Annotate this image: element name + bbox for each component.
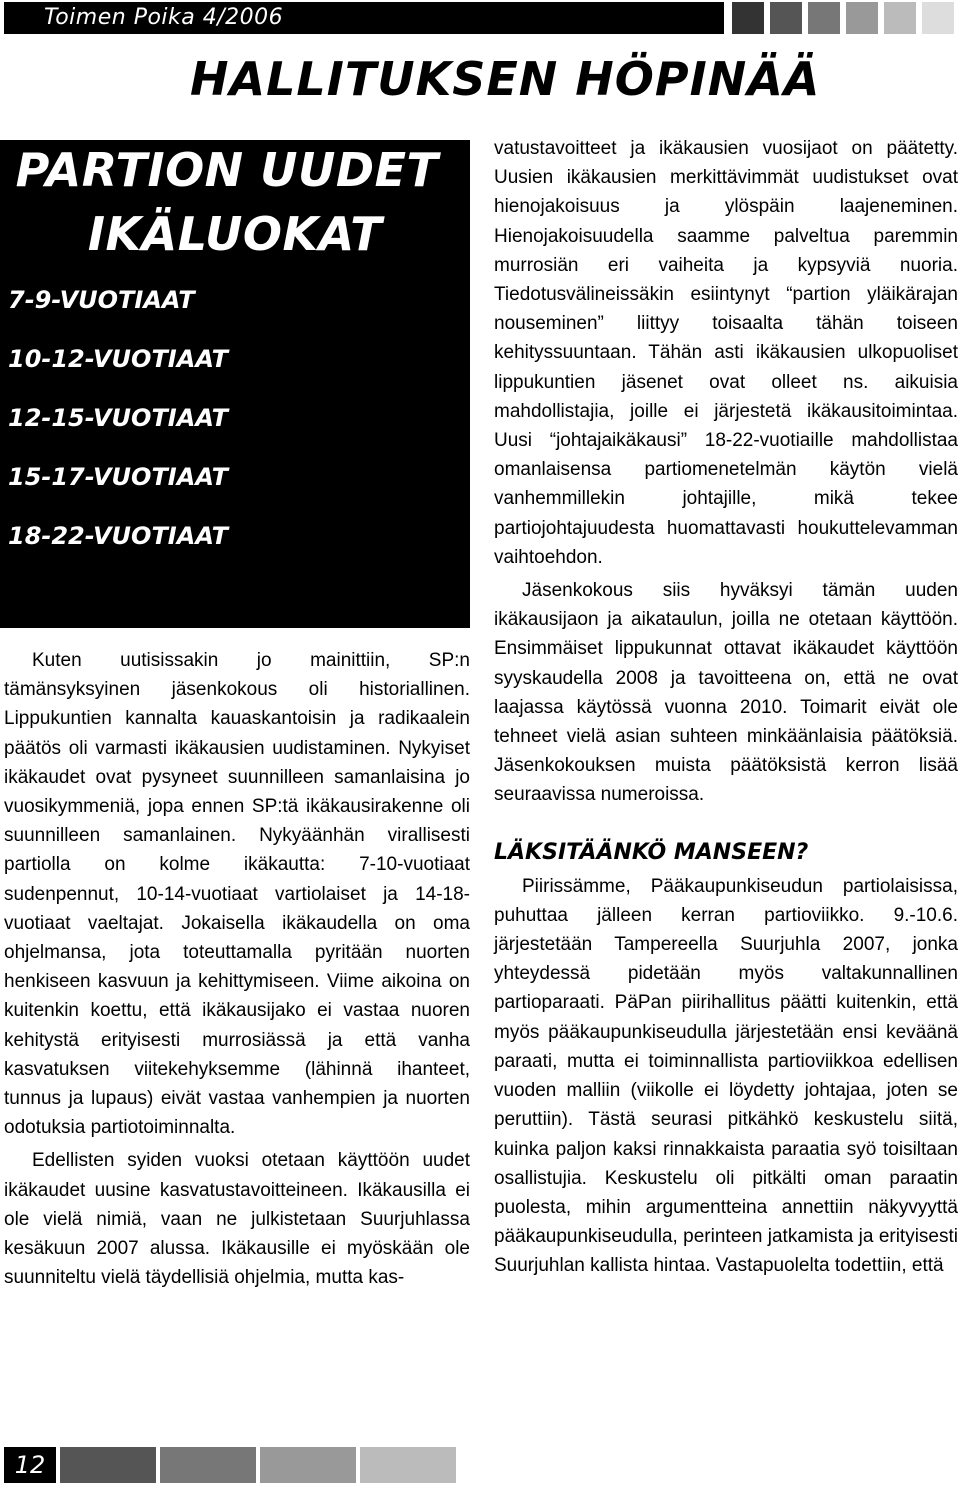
page-number: 12	[4, 1447, 56, 1483]
footer-bar	[4, 1447, 456, 1483]
header-bar	[4, 2, 724, 34]
publication-title: Toimen Poika 4/2006	[44, 5, 284, 30]
left-column	[4, 646, 470, 1292]
box-title-line2: IKÄLUOKAT	[87, 207, 383, 261]
decorative-square	[260, 1447, 356, 1483]
page-headline: HALLITUKSEN HÖPINÄÄ	[190, 52, 821, 106]
paragraph: Jäsenkokous siis hyväksyi tämän uuden ikäkausijaon ja aikataulun, joilla ne otetaan käyttöön. Ensimmäiset lippukunnat ottavat ikäkaudet käyttöön syyskaudella 2008 ja tavoitteena on, että ne ovat laajassa käytössä vuonna 2010. Toimarit eivät ole tehneet vielä asian suhteen minkäänlaisia päätöksiä. Jäsenkokouksen muista päätöksistä kerron lisää seuraavissa numeroissa.	[494, 580, 958, 806]
decorative-square	[922, 2, 954, 34]
age-group-list	[8, 285, 228, 580]
right-column	[494, 134, 958, 1281]
list-item: 15-17-VUOTIAAT	[8, 463, 228, 491]
list-item: 10-12-VUOTIAAT	[8, 345, 228, 373]
section-heading: LÄKSITÄÄNKÖ MANSEEN?	[494, 839, 809, 865]
decorative-square	[884, 2, 916, 34]
paragraph: vatustavoitteet ja ikäkausien vuosijaot on päätetty. Uusien ikäkausien merkittävimmät uudistukset ovat hienojakoisuus ja ylöspäin laajeneminen. Hienojakoisuudella saamme palveltua paremmin murrosiän eri vaiheita ja kypsyviä nuoria. Tiedotusvälineissäkin esiintynyt “partion yläikärajan nouseminen” liittyy toisaalta tähän toiseen kehityssuuntaan. Tähän asti ikäkausien ulkopuoliset lippukuntien jäsenet ovat olleet ns. aikuisia mahdollistajia, joille ei järjestetä ikäkausitoimintaa. Uusi “johtajaikäkausi” 18-22-vuotiaille mahdollistaa omanlaisensa partiomenetelmän käytön vielä vanhemmillekin johtajille, mikä tekee partiojohtajuudesta huomattavasti houkuttelevamman vaihtoehdon.	[494, 138, 958, 568]
list-item: 7-9-VUOTIAAT	[8, 286, 195, 314]
decorative-square	[770, 2, 802, 34]
decorative-square	[808, 2, 840, 34]
paragraph: Piirissämme, Pääkaupunkiseudun partiolaisissa, puhuttaa jälleen kerran partioviikko. 9.-10.6. järjestetään Tampereella Suurjuhla 2007, jonka yhteydessä pidetään myös valtakunnallinen partioparaati. PäPan piirihallitus päätti kuitenkin, että myös pääkaupunkiseudulla järjestetään ensi keväänä paraati, mutta ei toiminnallista partioviikkoa edellisen vuoden malliin (viikolle ei löydetty johtajaa, joten se peruttiin). Tästä seurasi pitkähkö keskustelu siitä, kuinka paljon kaksi rinnakkaista paraatia syö toisiltaan osallistujia. Keskustelu oli pitkälti oman paraatin puolesta, mihin argumentteina annettiin näkyvyyttä pääkaupunkiseudulla, perinteen jatkamista ja erityisesti Suurjuhlan kallista hintaa. Vastapuolelta todettiin, että	[494, 875, 958, 1277]
list-item: 18-22-VUOTIAAT	[8, 522, 228, 550]
decorative-square	[732, 2, 764, 34]
paragraph: Kuten uutisissakin jo mainittiin, SP:n tämänsyksyinen jäsenkokous oli historiallinen. Lippukuntien kannalta kauaskantoisin ja radikaalein päätös oli varmasti ikäkausien uudistaminen. Nykyiset ikäkaudet ovat pysyneet suunnilleen samanlaisina jo vuosikymmeniä, jopa ennen SP:tä ikäkausirakenne oli suunnilleen samanlainen. Nykyäänhän virallisesti partiolla on kolme ikäkautta: 7-10-vuotiaat sudenpennut, 10-14-vuotiaat vartiolaiset ja 14-18-vuotiaat vaeltajat. Jokaisella ikäkaudella on oma ohjelmansa, jota toteuttamalla pyritään nuorten henkiseen kasvuun ja kehittymiseen. Viime aikoina on kuitenkin koettu, että ikäkausijako ei vastaa nuoren kehitystä erityisesti murrosiässä ja että vanha kasvatuksen viitekehyksemme (lähinnä ihanteet, tunnus ja lupaus) eivät vastaa vanhempien ja nuorten odotuksia partiotoiminnalta.	[4, 650, 470, 1139]
decorative-square	[60, 1447, 156, 1483]
box-title-line1: PARTION UUDET	[15, 143, 439, 197]
decorative-square	[160, 1447, 256, 1483]
list-item: 12-15-VUOTIAAT	[8, 404, 228, 432]
decorative-square	[360, 1447, 456, 1483]
decorative-square	[846, 2, 878, 34]
paragraph: Edellisten syiden vuoksi otetaan käyttöön uudet ikäkaudet uusine kasvatustavoitteineen. Ikäkausilla ei ole vielä nimiä, vaan ne julkistetaan Suurjuhlassa kesäkuun 2007 alussa. Ikäkausille ei myöskään ole suunniteltu vielä täydellisiä ohjelmia, mutta kas-	[4, 1150, 470, 1289]
header-squares	[732, 2, 960, 34]
age-groups-box	[0, 140, 470, 628]
